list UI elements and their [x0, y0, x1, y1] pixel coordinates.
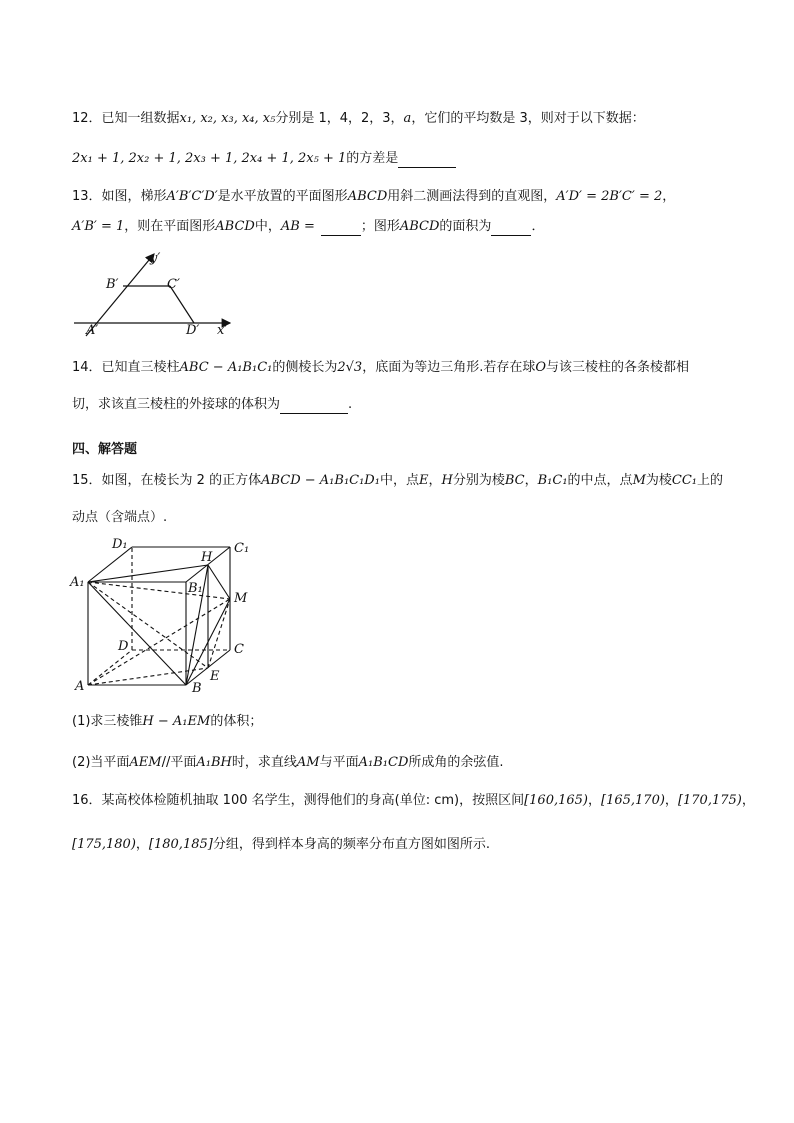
q15-cube-figure — [68, 534, 268, 696]
q13-label-x: x′ — [217, 323, 228, 338]
q16-interval-4: [175,180) — [72, 837, 136, 852]
q13-eq1: A′D′ = 2B′C′ = 2 — [556, 189, 663, 204]
q15-part2 — [72, 754, 504, 772]
cube-label-b1: B₁ — [188, 581, 203, 596]
q12-text-d: 的方差是 — [346, 151, 399, 166]
q15-m: M — [632, 473, 646, 488]
q15-p2-aem: AEM — [129, 755, 162, 770]
q12-a-var: a — [403, 111, 412, 126]
q13-text-f: 中， — [254, 219, 281, 234]
cube-label-a: A — [75, 679, 85, 694]
cube-label-c1: C₁ — [234, 541, 250, 556]
q13-text-c: 用斜二测画法得到的直观图， — [387, 189, 557, 204]
q15-p2-am: AM — [296, 755, 320, 770]
q13-text-g: ；图形 — [360, 219, 400, 234]
q15-p2-plane: A₁B₁CD — [358, 755, 409, 770]
q15-p2-parallel: // — [161, 755, 171, 770]
q13-label-b: B′ — [106, 277, 119, 292]
q13-abcd-3: ABCD — [399, 219, 440, 234]
q13-eq2: A′B′ = 1 — [72, 219, 125, 234]
q16-text-a: 16．某高校体检随机抽取 100 名学生，测得他们的身高(单位: cm)，按照区间 — [72, 793, 525, 808]
cube-label-e: E — [210, 669, 220, 684]
q13-line2 — [72, 218, 544, 236]
q14-text-c: ，底面为等边三角形.若存在球 — [362, 360, 536, 375]
q15-text-a: 15．如图，在棱长为 2 的正方体 — [72, 473, 262, 488]
seg-hm — [208, 565, 230, 599]
q16-interval-5: [180,185] — [148, 837, 213, 852]
q15-p2-text-d: 与平面 — [319, 755, 359, 770]
q15-text-f: 上的 — [697, 473, 724, 488]
q12-answer-blank[interactable] — [398, 153, 456, 168]
cube-label-b: B — [192, 681, 202, 696]
q15-bc: BC — [504, 473, 525, 488]
q12-line1 — [72, 110, 645, 128]
q13-ab: AB = — [280, 219, 315, 234]
q15-b1c1: B₁C₁ — [537, 473, 568, 488]
q16-sep-1: ， — [588, 793, 602, 808]
q13-text-h: 的面积为 — [439, 219, 492, 234]
q15-text-d: 的中点，点 — [567, 473, 633, 488]
q15-p1-expr: H − A₁EM — [142, 714, 211, 729]
q13-line1 — [72, 188, 675, 206]
cube-label-d1: D₁ — [112, 537, 128, 552]
q14-text-d: 与该三棱柱的各条棱都相 — [546, 360, 690, 375]
q16-interval-2: [165,170) — [601, 793, 665, 808]
q12-vars: x₁, x₂, x₃, x₄, x₅ — [179, 111, 276, 126]
q16-line2 — [72, 836, 490, 854]
q14-text-e: 切，求该直三棱柱的外接球的体积为 — [72, 397, 281, 412]
q13-text-i: ． — [531, 219, 545, 234]
q15-p1-text-b: 的体积； — [210, 714, 263, 729]
q13-answer-blank-1[interactable] — [321, 221, 361, 236]
q13-abcd: ABCD — [347, 189, 388, 204]
q14-line2 — [72, 396, 352, 414]
q15-p2-text-c: 时，求直线 — [231, 755, 297, 770]
q15-p1-text-a: (1)求三棱锥 — [72, 714, 143, 729]
q15-text-e: 为棱 — [645, 473, 672, 488]
q15-p2-text-e: 所成角的余弦值. — [408, 755, 504, 770]
q13-text-a: 13．如图，梯形 — [72, 189, 167, 204]
cube-label-c: C — [234, 642, 244, 657]
q14-text-a: 14．已知直三棱柱 — [72, 360, 180, 375]
q15-h: H — [441, 473, 453, 488]
q15-line1 — [72, 472, 723, 490]
q13-label-c: C′ — [167, 277, 180, 292]
q12-text-a: 12．已知一组数据 — [72, 111, 180, 126]
q16-interval-1: [160,165) — [524, 793, 588, 808]
q16-interval-3: [170,175) — [677, 793, 742, 808]
q15-cube: ABCD − A₁B₁C₁D₁ — [261, 473, 380, 488]
q14-prism: ABC − A₁B₁C₁ — [179, 360, 273, 375]
q15-text-c: 分别为棱 — [452, 473, 505, 488]
cube-label-a1: A₁ — [70, 575, 85, 590]
q13-answer-blank-2[interactable] — [491, 221, 531, 236]
q12-expr: 2x₁ + 1, 2x₂ + 1, 2x₃ + 1, 2x₄ + 1, 2x₅ + 1 — [72, 151, 347, 166]
q15-sep2: ， — [524, 473, 538, 488]
q14-text-b: 的侧棱长为 — [272, 360, 338, 375]
q15-sep: ， — [428, 473, 442, 488]
q15-text-b: 中，点 — [379, 473, 419, 488]
seg-a1b — [88, 582, 186, 685]
q15-p2-a1bh: A₁BH — [196, 755, 232, 770]
seg-a1m — [88, 582, 230, 599]
q13-label-y: y′ — [150, 251, 161, 266]
cube-label-m: M — [234, 591, 248, 606]
q13-label-d: D′ — [186, 323, 200, 338]
q16-text-b: 分组，得到样本身高的频率分布直方图如图所示. — [212, 837, 490, 852]
q13-trapezoid: A′B′C′D′ — [166, 189, 218, 204]
q14-answer-blank[interactable] — [280, 399, 348, 414]
q15-e: E — [418, 473, 429, 488]
q14-length: 2√3 — [337, 360, 363, 375]
cube-label-h: H — [201, 550, 213, 565]
q16-sep-4: ， — [135, 837, 149, 852]
q13-trapezoid-figure — [70, 248, 240, 338]
q12-text-b: 分别是 1，4，2，3， — [275, 111, 404, 126]
q16-line1 — [72, 792, 755, 810]
q12-text-c: ，它们的平均数是 3，则对于以下数据： — [411, 111, 645, 126]
q13-label-a: A′ — [86, 323, 99, 338]
q15-line2: 动点（含端点）. — [72, 510, 168, 525]
q13-text-e: ，则在平面图形 — [124, 219, 216, 234]
q15-part1 — [72, 713, 262, 731]
section-heading: 四、解答题 — [72, 442, 138, 457]
q15-cc1: CC₁ — [671, 473, 697, 488]
q12-line2 — [72, 150, 456, 168]
q16-sep-2: ， — [664, 793, 678, 808]
q15-p2-text-a: (2)当平面 — [72, 755, 130, 770]
q14-text-f: . — [348, 397, 353, 412]
seg-am — [88, 599, 230, 685]
q15-p2-text-b: 平面 — [170, 755, 197, 770]
q13-text-b: 是水平放置的平面图形 — [217, 189, 348, 204]
seg-em — [208, 599, 230, 668]
q16-sep-3: ， — [741, 793, 755, 808]
q13-abcd-2: ABCD — [215, 219, 255, 234]
q13-text-d: ， — [662, 189, 676, 204]
cube-label-d: D — [118, 639, 129, 654]
q14-o: O — [535, 360, 547, 375]
q14-line1 — [72, 359, 689, 377]
